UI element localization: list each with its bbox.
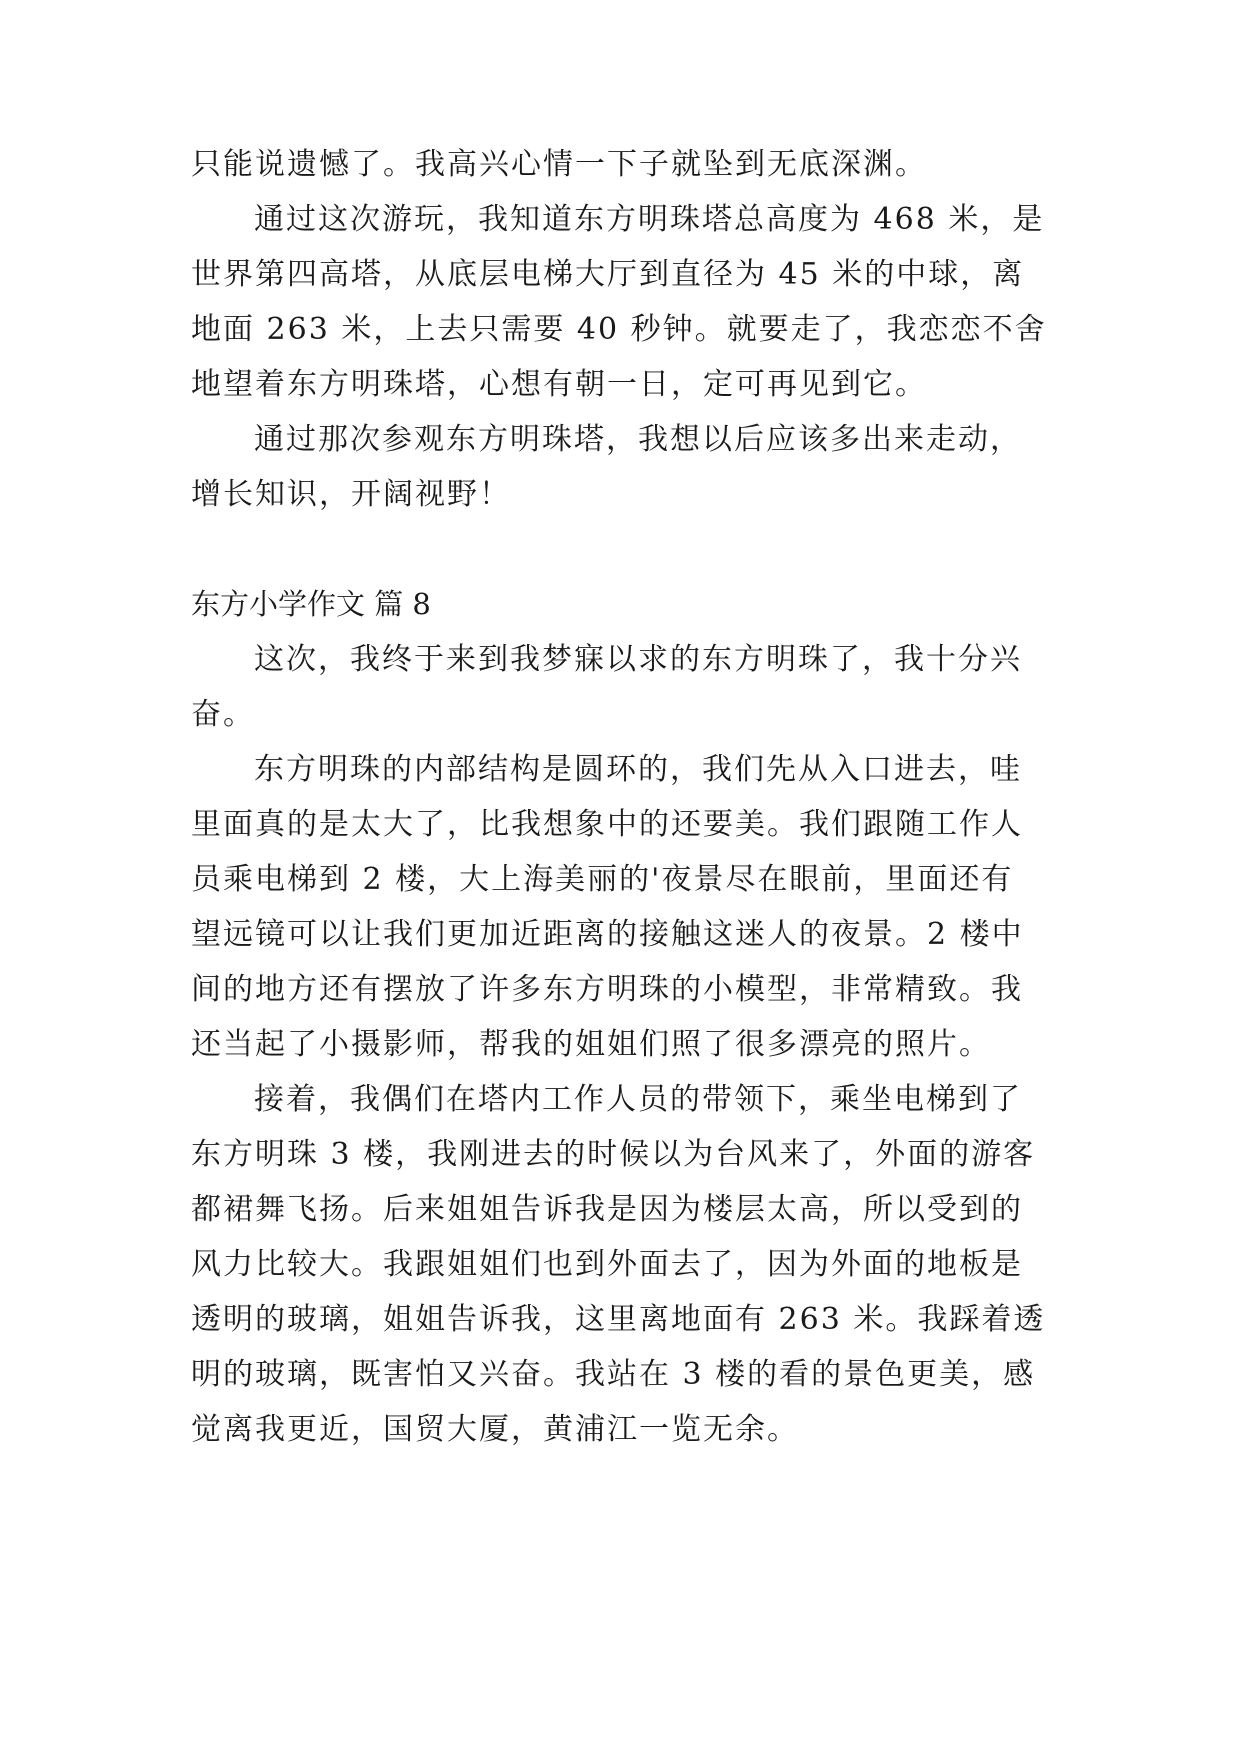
paragraph-line: 这次，我终于来到我梦寐以求的东方明珠了，我十分兴	[254, 642, 1022, 677]
paragraph-line: 增长知识，开阔视野！	[191, 477, 511, 512]
paragraph-line: 通过那次参观东方明珠塔，我想以后应该多出来走动，	[254, 422, 1022, 457]
paragraph-line: 东方明珠的内部结构是圆环的，我们先从入口进去，哇	[254, 752, 1022, 787]
paragraph-line: 东方明珠 3 楼，我刚进去的时候以为台风来了，外面的游客	[191, 1137, 1036, 1172]
paragraph-line: 员乘电梯到 2 楼，大上海美丽的'夜景尽在眼前，里面还有	[191, 862, 1014, 897]
paragraph-line: 奋。	[191, 697, 255, 732]
section-title: 东方小学作文 篇 8	[191, 587, 431, 621]
paragraph-line: 明的玻璃，既害怕又兴奋。我站在 3 楼的看的景色更美，感	[191, 1357, 1036, 1392]
paragraph-line: 地面 263 米，上去只需要 40 秒钟。就要走了，我恋恋不舍	[191, 312, 1047, 347]
paragraph-line: 透明的玻璃，姐姐告诉我，这里离地面有 263 米。我踩着透	[191, 1302, 1046, 1337]
paragraph-line: 只能说遗憾了。我高兴心情一下子就坠到无底深渊。	[191, 147, 927, 182]
paragraph-line: 间的地方还有摆放了许多东方明珠的小模型，非常精致。我	[191, 972, 1023, 1007]
paragraph-line: 望远镜可以让我们更加近距离的接触这迷人的夜景。2 楼中	[191, 917, 1024, 952]
paragraph-line: 风力比较大。我跟姐姐们也到外面去了，因为外面的地板是	[191, 1247, 1023, 1282]
paragraph-line: 觉离我更近，国贸大厦，黄浦江一览无余。	[191, 1412, 799, 1447]
paragraph-line: 地望着东方明珠塔，心想有朝一日，定可再见到它。	[191, 367, 927, 402]
paragraph-line: 世界第四高塔，从底层电梯大厅到直径为 45 米的中球，离	[191, 257, 1025, 292]
paragraph-line: 还当起了小摄影师，帮我的姐姐们照了很多漂亮的照片。	[191, 1027, 991, 1062]
paragraph-line: 里面真的是太大了，比我想象中的还要美。我们跟随工作人	[191, 807, 1023, 842]
paragraph-line: 都裙舞飞扬。后来姐姐告诉我是因为楼层太高，所以受到的	[191, 1192, 1023, 1227]
paragraph-line: 通过这次游玩，我知道东方明珠塔总高度为 468 米，是	[254, 202, 1045, 237]
paragraph-line: 接着，我偶们在塔内工作人员的带领下，乘坐电梯到了	[254, 1082, 1022, 1117]
